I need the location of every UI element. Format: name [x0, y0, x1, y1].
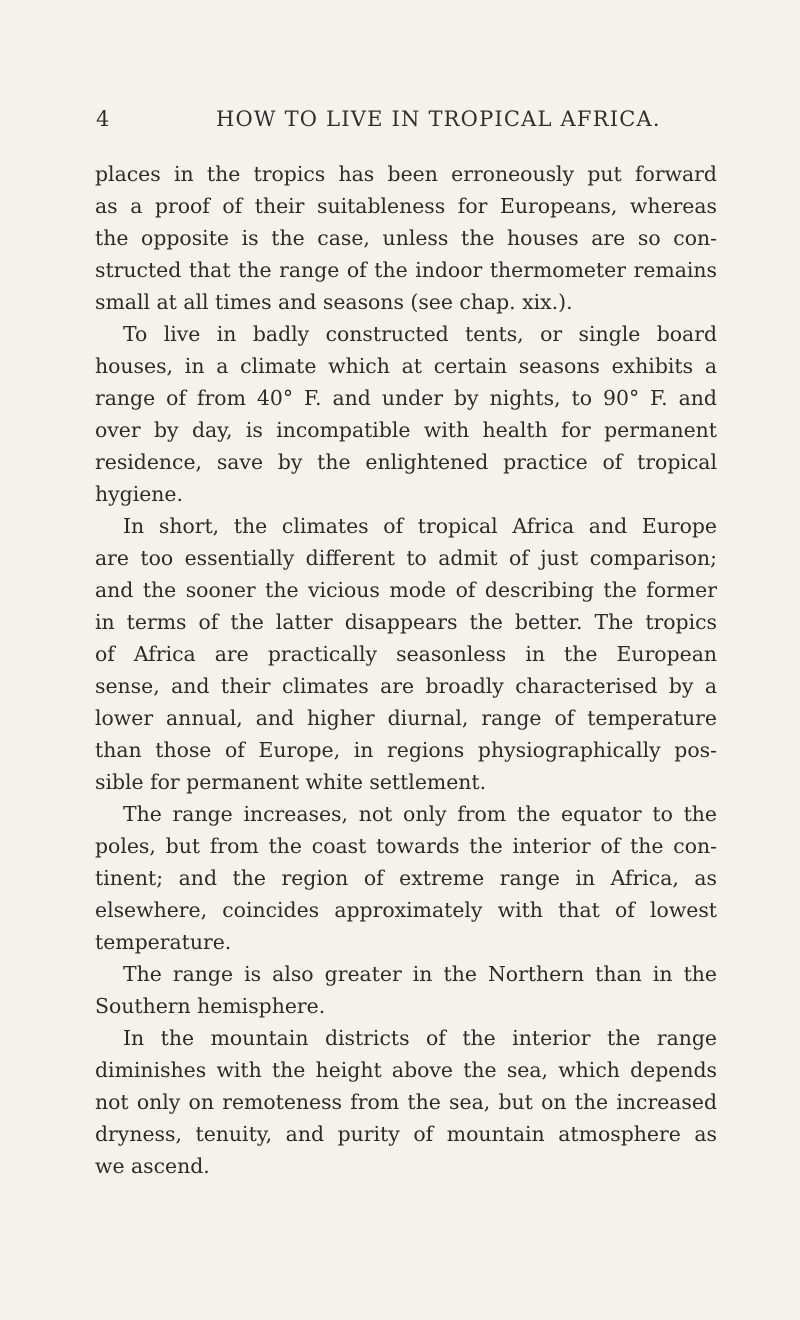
paragraph-4 [95, 798, 717, 958]
text-line: To live in badly constructed tents, or single board [123, 322, 717, 346]
paragraph-6 [95, 1022, 717, 1182]
text-line: structed that the range of the indoor thermometer remains [95, 258, 717, 282]
text-line: of Africa are practically seasonless in the European [95, 642, 717, 666]
paragraph-2 [95, 318, 717, 510]
text-line: not only on remoteness from the sea, but on the increased [95, 1090, 717, 1114]
text-line: temperature. [95, 930, 232, 954]
text-line: than those of Europe, in regions physiographically pos- [95, 738, 717, 762]
text-line: dryness, tenuity, and purity of mountain atmosphere as [95, 1122, 717, 1146]
text-line: small at all times and seasons (see chap. xix.). [95, 290, 573, 314]
text-line: The range increases, not only from the equator to the [123, 802, 717, 826]
text-line: Southern hemisphere. [95, 994, 326, 1018]
paragraph-3 [95, 510, 717, 798]
text-line: In the mountain districts of the interior the range [123, 1026, 717, 1050]
running-head [96, 107, 716, 137]
text-line: poles, but from the coast towards the interior of the con- [95, 834, 717, 858]
text-line: the opposite is the case, unless the houses are so con- [95, 226, 717, 250]
text-line: elsewhere, coincides approximately with that of lowest [95, 898, 717, 922]
text-line: The range is also greater in the Northern than in the [123, 962, 717, 986]
running-title: HOW TO LIVE IN TROPICAL AFRICA. [216, 107, 661, 131]
text-line: diminishes with the height above the sea, which depends [95, 1058, 717, 1082]
text-line: over by day, is incompatible with health for permanent [95, 418, 717, 442]
text-line: In short, the climates of tropical Africa and Europe [123, 514, 717, 538]
text-line: and the sooner the vicious mode of describing the former [95, 578, 717, 602]
paragraph-1 [95, 158, 717, 318]
text-line: in terms of the latter disappears the better. The tropics [95, 610, 717, 634]
text-line: places in the tropics has been erroneously put forward [95, 162, 717, 186]
text-line: range of from 40° F. and under by nights, to 90° F. and [95, 386, 717, 410]
body-text [95, 158, 717, 1182]
text-line: are too essentially different to admit of just comparison; [95, 546, 717, 570]
paragraph-5 [95, 958, 717, 1022]
page-number: 4 [96, 107, 111, 131]
text-line: tinent; and the region of extreme range in Africa, as [95, 866, 717, 890]
text-line: residence, save by the enlightened practice of tropical [95, 450, 717, 474]
text-line: lower annual, and higher diurnal, range of temperature [95, 706, 717, 730]
text-line: houses, in a climate which at certain seasons exhibits a [95, 354, 717, 378]
text-line: hygiene. [95, 482, 183, 506]
text-line: sense, and their climates are broadly characterised by a [95, 674, 717, 698]
text-line: sible for permanent white settlement. [95, 770, 487, 794]
text-line: as a proof of their suitableness for Europeans, whereas [95, 194, 717, 218]
text-line: we ascend. [95, 1154, 210, 1178]
